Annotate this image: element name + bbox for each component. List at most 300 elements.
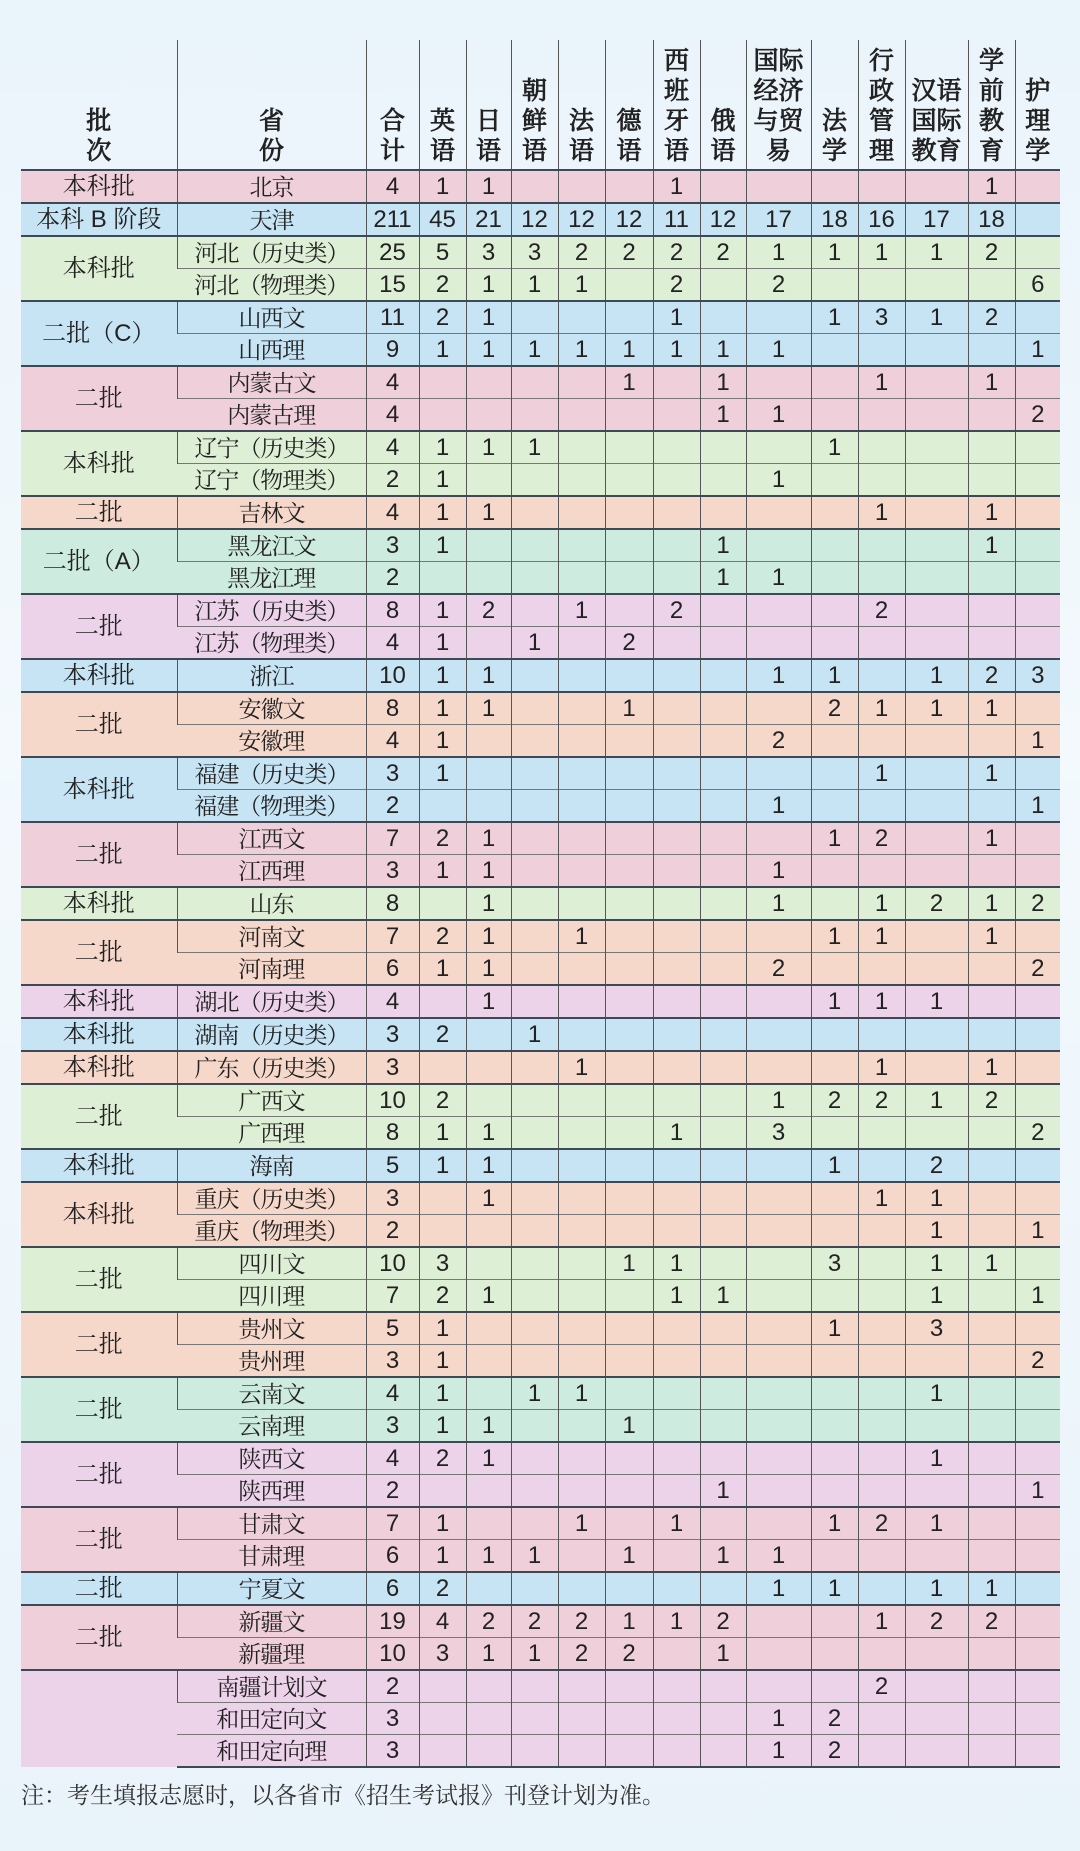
quota-cell (653, 366, 700, 399)
total-cell: 4 (366, 366, 419, 399)
province-cell: 陕西理 (177, 1475, 366, 1508)
total-cell: 25 (366, 236, 419, 269)
quota-cell: 1 (419, 725, 466, 758)
quota-cell (968, 1280, 1015, 1313)
batch-cell: 本科批 (21, 887, 177, 920)
quota-cell (700, 790, 746, 823)
quota-cell (700, 594, 746, 627)
quota-cell (811, 170, 858, 203)
table-row (21, 1215, 1060, 1248)
quota-cell: 18 (968, 203, 1015, 236)
quota-cell (858, 399, 905, 432)
quota-cell: 1 (905, 1084, 968, 1117)
quota-cell (968, 1638, 1015, 1671)
quota-cell: 1 (511, 269, 558, 302)
quota-cell: 1 (811, 985, 858, 1018)
table-body (21, 170, 1060, 1767)
column-header (968, 40, 1015, 170)
quota-cell: 2 (511, 1605, 558, 1638)
quota-cell (858, 725, 905, 758)
quota-cell (419, 1215, 466, 1248)
batch-cell: 二批 (21, 1312, 177, 1377)
quota-cell (858, 1735, 905, 1768)
quota-cell (746, 627, 811, 660)
quota-cell (653, 431, 700, 464)
quota-cell (511, 1247, 558, 1280)
quota-cell (858, 1442, 905, 1475)
quota-cell (653, 1084, 700, 1117)
column-header (419, 40, 466, 170)
quota-cell (653, 1540, 700, 1573)
quota-cell (558, 1018, 605, 1051)
quota-cell (419, 1735, 466, 1768)
quota-cell (968, 399, 1015, 432)
quota-cell (858, 1475, 905, 1508)
quota-cell (811, 1182, 858, 1215)
quota-cell: 1 (746, 790, 811, 823)
quota-cell (700, 269, 746, 302)
quota-cell: 2 (968, 659, 1015, 692)
quota-cell (905, 1670, 968, 1703)
quota-cell (558, 464, 605, 497)
quota-cell (605, 431, 653, 464)
quota-cell: 1 (968, 1051, 1015, 1084)
quota-cell (1015, 1377, 1060, 1410)
quota-cell (466, 366, 511, 399)
quota-cell (968, 1475, 1015, 1508)
quota-cell: 2 (746, 269, 811, 302)
quota-cell: 2 (558, 1605, 605, 1638)
province-cell: 山西文 (177, 301, 366, 334)
quota-cell (605, 1051, 653, 1084)
quota-cell (746, 1638, 811, 1671)
quota-cell (700, 301, 746, 334)
quota-cell (605, 953, 653, 986)
quota-cell: 2 (653, 594, 700, 627)
quota-cell: 1 (419, 1377, 466, 1410)
quota-cell (558, 1215, 605, 1248)
quota-cell: 1 (466, 496, 511, 529)
total-cell: 3 (366, 1345, 419, 1378)
quota-cell: 1 (466, 431, 511, 464)
quota-cell: 1 (511, 431, 558, 464)
quota-cell (746, 1410, 811, 1443)
column-header-line: 经济 (753, 77, 804, 105)
quota-cell (466, 1345, 511, 1378)
batch-cell: 本科批 (21, 431, 177, 496)
quota-cell: 1 (419, 1345, 466, 1378)
column-header (653, 40, 700, 170)
batch-cell: 本科批 (21, 170, 177, 203)
table-row (21, 725, 1060, 758)
quota-cell (653, 1442, 700, 1475)
total-cell: 4 (366, 496, 419, 529)
quota-cell (511, 953, 558, 986)
total-cell: 2 (366, 790, 419, 823)
quota-cell: 1 (968, 529, 1015, 562)
quota-cell (811, 953, 858, 986)
quota-cell: 1 (746, 659, 811, 692)
batch-cell: 本科批 (21, 659, 177, 692)
quota-cell (558, 757, 605, 790)
quota-cell: 1 (905, 692, 968, 725)
quota-cell (511, 920, 558, 953)
quota-cell: 1 (653, 301, 700, 334)
column-header-line: 教 (978, 107, 1004, 135)
quota-cell (968, 464, 1015, 497)
province-cell: 河北（历史类） (177, 236, 366, 269)
quota-cell (605, 790, 653, 823)
quota-cell: 1 (466, 1117, 511, 1150)
quota-cell (466, 1051, 511, 1084)
column-header (605, 40, 653, 170)
quota-cell (968, 725, 1015, 758)
total-cell: 4 (366, 431, 419, 464)
total-cell: 10 (366, 659, 419, 692)
quota-cell (700, 1377, 746, 1410)
quota-cell: 1 (858, 1051, 905, 1084)
quota-cell (1015, 1051, 1060, 1084)
total-cell: 7 (366, 1507, 419, 1540)
quota-cell: 1 (419, 953, 466, 986)
total-cell: 2 (366, 1475, 419, 1508)
total-cell: 10 (366, 1638, 419, 1671)
batch-cell: 二批 (21, 496, 177, 529)
quota-cell: 1 (746, 334, 811, 367)
quota-cell: 1 (968, 822, 1015, 855)
quota-cell (968, 1149, 1015, 1182)
quota-cell (700, 1442, 746, 1475)
quota-cell (905, 366, 968, 399)
table-row (21, 659, 1060, 692)
quota-cell (653, 855, 700, 888)
quota-cell: 1 (905, 659, 968, 692)
quota-cell (653, 1735, 700, 1768)
quota-cell (558, 1280, 605, 1313)
column-header-line: 前 (978, 77, 1004, 105)
quota-cell (653, 1410, 700, 1443)
quota-cell (700, 1117, 746, 1150)
quota-cell (1015, 1703, 1060, 1735)
table-row (21, 920, 1060, 953)
quota-cell (558, 855, 605, 888)
quota-cell (858, 1540, 905, 1573)
quota-cell (605, 399, 653, 432)
quota-cell: 1 (700, 1638, 746, 1671)
quota-cell (511, 1735, 558, 1768)
quota-cell (605, 170, 653, 203)
quota-cell: 3 (746, 1117, 811, 1150)
quota-cell (558, 659, 605, 692)
quota-cell (558, 1703, 605, 1735)
table-row (21, 594, 1060, 627)
quota-cell (605, 757, 653, 790)
quota-cell (653, 496, 700, 529)
quota-cell (858, 1312, 905, 1345)
quota-cell: 1 (558, 334, 605, 367)
province-cell: 新疆文 (177, 1605, 366, 1638)
batch-cell (21, 1670, 177, 1767)
quota-cell (968, 1442, 1015, 1475)
quota-cell (858, 1117, 905, 1150)
province-cell: 海南 (177, 1149, 366, 1182)
quota-cell (700, 855, 746, 888)
quota-cell (653, 1312, 700, 1345)
quota-cell: 1 (466, 659, 511, 692)
total-cell: 3 (366, 1735, 419, 1768)
quota-cell (419, 1670, 466, 1703)
quota-cell (605, 1117, 653, 1150)
quota-cell (746, 594, 811, 627)
table-row (21, 1735, 1060, 1768)
quota-cell (858, 1703, 905, 1735)
quota-cell: 12 (558, 203, 605, 236)
quota-cell (466, 529, 511, 562)
quota-cell (511, 790, 558, 823)
quota-cell (1015, 1018, 1060, 1051)
quota-cell (653, 920, 700, 953)
quota-cell (746, 1280, 811, 1313)
quota-cell (811, 1540, 858, 1573)
quota-cell (811, 1051, 858, 1084)
quota-cell (746, 1051, 811, 1084)
quota-cell: 2 (419, 822, 466, 855)
quota-cell: 2 (746, 725, 811, 758)
quota-cell (653, 985, 700, 1018)
quota-cell (511, 725, 558, 758)
quota-cell: 17 (746, 203, 811, 236)
quota-cell: 16 (858, 203, 905, 236)
quota-cell (811, 464, 858, 497)
quota-cell: 2 (811, 1084, 858, 1117)
province-cell: 河北（物理类） (177, 269, 366, 302)
quota-cell (1015, 562, 1060, 595)
quota-cell (905, 464, 968, 497)
quota-cell: 1 (858, 236, 905, 269)
batch-cell: 二批 (21, 822, 177, 887)
quota-cell (419, 1703, 466, 1735)
quota-cell (1015, 757, 1060, 790)
quota-cell (700, 1312, 746, 1345)
quota-cell: 1 (605, 366, 653, 399)
quota-cell (511, 1280, 558, 1313)
column-header-line: 语 (475, 137, 501, 165)
quota-cell (968, 1215, 1015, 1248)
quota-cell (511, 399, 558, 432)
column-header-line: 俄 (710, 107, 736, 135)
quota-cell (905, 822, 968, 855)
quota-cell (700, 464, 746, 497)
quota-cell (558, 1084, 605, 1117)
quota-cell (746, 1247, 811, 1280)
quota-cell (811, 1638, 858, 1671)
quota-cell (466, 757, 511, 790)
quota-cell: 1 (746, 1084, 811, 1117)
quota-cell: 1 (905, 1377, 968, 1410)
quota-cell (811, 594, 858, 627)
quota-cell: 1 (419, 496, 466, 529)
total-cell: 2 (366, 1670, 419, 1703)
table-row (21, 887, 1060, 920)
table-row (21, 1703, 1060, 1735)
quota-cell (558, 887, 605, 920)
quota-cell (811, 1345, 858, 1378)
quota-cell: 1 (511, 627, 558, 660)
quota-cell: 2 (419, 1084, 466, 1117)
quota-cell: 2 (968, 1605, 1015, 1638)
province-cell: 浙江 (177, 659, 366, 692)
table-row (21, 269, 1060, 302)
quota-cell: 1 (905, 1215, 968, 1248)
quota-cell (700, 822, 746, 855)
quota-cell: 1 (466, 1182, 511, 1215)
quota-cell (1015, 203, 1060, 236)
quota-cell (653, 1475, 700, 1508)
quota-cell (746, 1312, 811, 1345)
quota-cell (511, 1572, 558, 1605)
quota-cell (746, 920, 811, 953)
quota-cell (858, 1018, 905, 1051)
table-row (21, 1084, 1060, 1117)
quota-cell: 2 (558, 236, 605, 269)
quota-cell (419, 1475, 466, 1508)
quota-cell (858, 269, 905, 302)
quota-cell: 1 (466, 269, 511, 302)
quota-cell (466, 1735, 511, 1768)
quota-cell (700, 1084, 746, 1117)
quota-cell (653, 659, 700, 692)
column-header-line: 学 (1025, 137, 1051, 165)
quota-cell (811, 1018, 858, 1051)
quota-cell: 1 (858, 920, 905, 953)
quota-cell (858, 1215, 905, 1248)
column-header (905, 40, 968, 170)
table-row (21, 1247, 1060, 1280)
province-cell: 云南文 (177, 1377, 366, 1410)
quota-cell (968, 1182, 1015, 1215)
quota-cell (605, 562, 653, 595)
quota-cell: 1 (700, 334, 746, 367)
total-cell: 5 (366, 1312, 419, 1345)
quota-cell (968, 953, 1015, 986)
quota-cell: 1 (466, 1638, 511, 1671)
batch-cell: 二批 (21, 1605, 177, 1670)
quota-cell (605, 1735, 653, 1768)
quota-cell (700, 1670, 746, 1703)
quota-cell (1015, 1182, 1060, 1215)
column-header-line: 语 (663, 137, 689, 165)
quota-cell (700, 953, 746, 986)
quota-cell: 1 (858, 887, 905, 920)
quota-cell: 1 (466, 1149, 511, 1182)
quota-cell: 1 (746, 1735, 811, 1768)
quota-cell: 1 (746, 887, 811, 920)
column-header (558, 40, 605, 170)
quota-cell (968, 627, 1015, 660)
province-cell: 辽宁（历史类） (177, 431, 366, 464)
quota-cell (700, 1149, 746, 1182)
quota-cell (653, 1051, 700, 1084)
quota-cell: 2 (419, 920, 466, 953)
quota-cell (905, 1051, 968, 1084)
quota-cell (700, 1703, 746, 1735)
quota-cell: 1 (858, 366, 905, 399)
quota-cell: 1 (419, 692, 466, 725)
quota-cell: 1 (419, 627, 466, 660)
quota-cell: 1 (1015, 790, 1060, 823)
quota-cell: 1 (811, 822, 858, 855)
quota-cell (466, 1507, 511, 1540)
total-cell: 3 (366, 1182, 419, 1215)
quota-cell (653, 562, 700, 595)
province-cell: 天津 (177, 203, 366, 236)
quota-cell (905, 334, 968, 367)
quota-cell (653, 1215, 700, 1248)
quota-cell (700, 496, 746, 529)
quota-cell: 1 (466, 334, 511, 367)
total-cell: 8 (366, 1117, 419, 1150)
province-cell: 山东 (177, 887, 366, 920)
quota-cell (653, 1018, 700, 1051)
quota-cell (558, 692, 605, 725)
quota-cell (746, 1507, 811, 1540)
batch-cell: 本科批 (21, 1018, 177, 1051)
column-header-line: 份 (258, 137, 284, 165)
quota-cell (858, 334, 905, 367)
column-header-line: 国际 (753, 47, 804, 75)
quota-cell (968, 1377, 1015, 1410)
quota-cell: 1 (700, 529, 746, 562)
quota-cell (466, 1703, 511, 1735)
quota-cell (968, 1345, 1015, 1378)
column-header-line: 理 (1025, 107, 1051, 135)
quota-cell: 1 (466, 887, 511, 920)
quota-cell (905, 496, 968, 529)
quota-cell (746, 529, 811, 562)
quota-cell: 1 (700, 366, 746, 399)
quota-cell (700, 1215, 746, 1248)
province-cell: 江苏（历史类） (177, 594, 366, 627)
batch-cell: 本科批 (21, 1051, 177, 1084)
province-cell: 四川文 (177, 1247, 366, 1280)
quota-cell: 2 (811, 1703, 858, 1735)
table-row (21, 562, 1060, 595)
quota-cell (511, 1149, 558, 1182)
quota-cell: 1 (700, 562, 746, 595)
quota-cell (1015, 431, 1060, 464)
province-cell: 湖北（历史类） (177, 985, 366, 1018)
quota-cell (605, 269, 653, 302)
quota-cell (558, 790, 605, 823)
quota-cell (1015, 1605, 1060, 1638)
quota-cell (700, 1507, 746, 1540)
column-header-line: 批 (86, 107, 112, 135)
quota-cell (1015, 1670, 1060, 1703)
province-cell: 内蒙古理 (177, 399, 366, 432)
quota-cell: 2 (419, 1572, 466, 1605)
quota-cell: 2 (858, 1084, 905, 1117)
quota-cell: 1 (605, 692, 653, 725)
quota-cell (905, 790, 968, 823)
quota-cell: 2 (858, 594, 905, 627)
quota-cell (511, 1442, 558, 1475)
quota-cell: 1 (466, 1442, 511, 1475)
quota-cell: 1 (746, 562, 811, 595)
batch-cell: 二批 (21, 692, 177, 757)
batch-cell: 二批 (21, 366, 177, 431)
column-header-line: 语 (710, 137, 736, 165)
table-row (21, 431, 1060, 464)
